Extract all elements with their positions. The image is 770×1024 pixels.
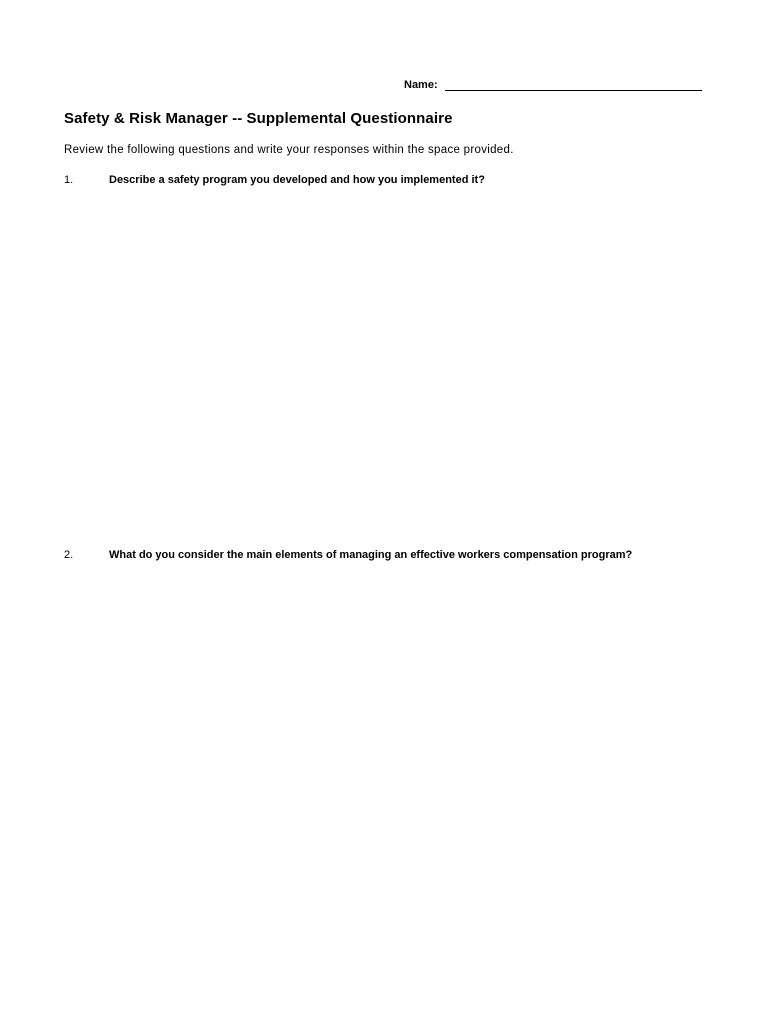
instructions-text: Review the following questions and write your responses within the space provided. bbox=[64, 144, 514, 156]
page-title: Safety & Risk Manager -- Supplemental Questionnaire bbox=[64, 110, 453, 127]
question-2 bbox=[64, 549, 632, 561]
question-1 bbox=[64, 174, 485, 186]
name-blank-line[interactable] bbox=[445, 79, 702, 91]
name-field-row bbox=[404, 79, 702, 91]
question-1-number: 1. bbox=[64, 174, 74, 186]
question-2-answer-space[interactable] bbox=[64, 570, 704, 990]
question-1-text: Describe a safety program you developed and how you implemented it? bbox=[109, 174, 485, 186]
question-2-text: What do you consider the main elements of managing an effective workers compensation program? bbox=[109, 549, 633, 561]
question-2-number: 2. bbox=[64, 549, 74, 561]
question-1-answer-space[interactable] bbox=[64, 195, 704, 535]
name-label: Name: bbox=[404, 79, 438, 91]
